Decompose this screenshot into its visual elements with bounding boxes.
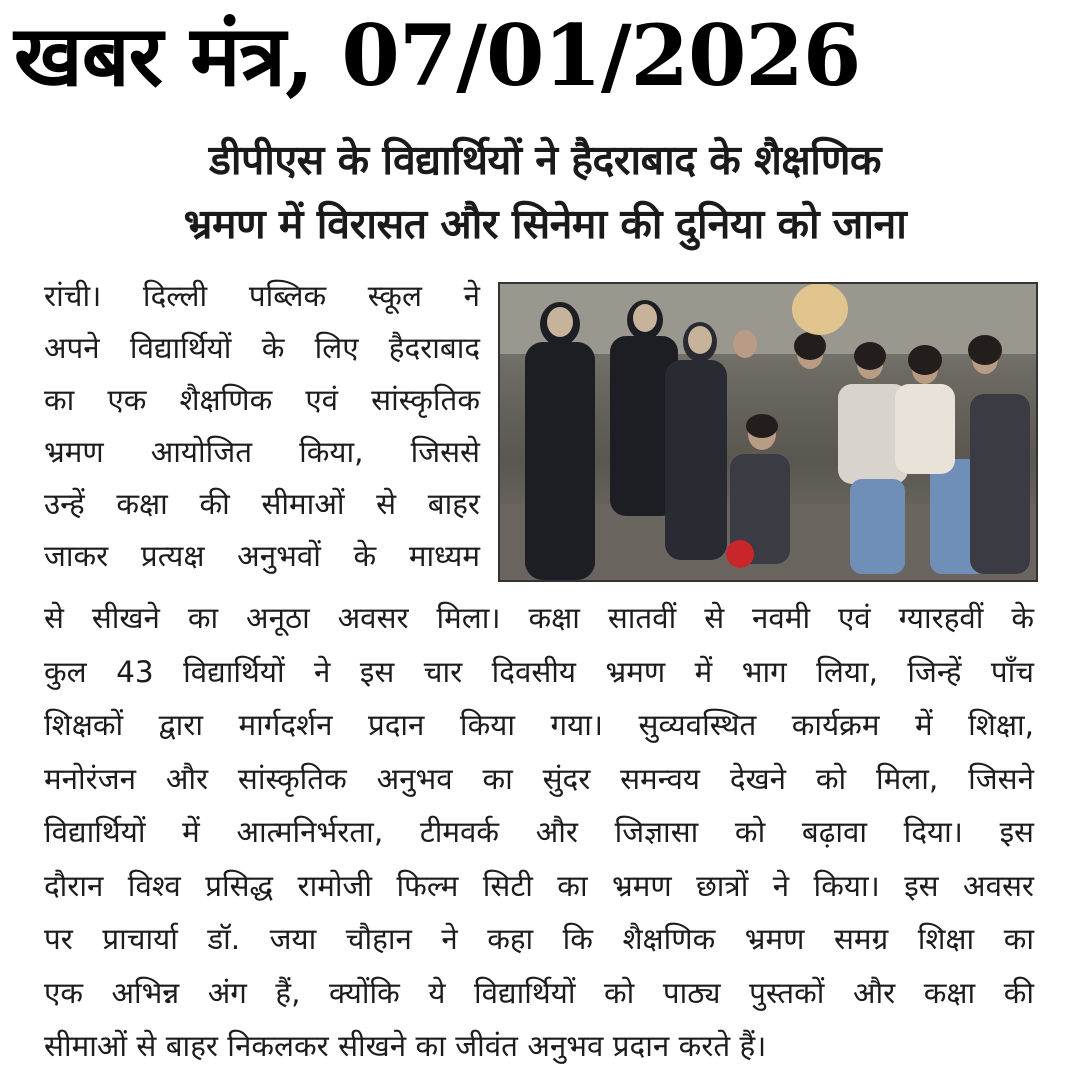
body-line: शिक्षकों द्वारा मार्गदर्शन प्रदान किया गया। सुव्यवस्थित कार्यक्रम में शिक्षा, [44, 708, 1034, 742]
intro-line: उन्हें कक्षा की सीमाओं से बाहर [44, 487, 480, 521]
body-line: मनोरंजन और सांस्कृतिक अनुभव का सुंदर समन्वय देखने को मिला, जिसने [44, 761, 1034, 796]
publication-date: 07/01/2026 [341, 6, 861, 105]
intro-line: भ्रमण आयोजित किया, जिससे [44, 435, 480, 469]
intro-line: का एक शैक्षणिक एवं सांस्कृतिक [44, 383, 480, 417]
newspaper-name: खबर मंत्र [14, 6, 285, 105]
body-line: से सीखने का अनूठा अवसर मिला। कक्षा सातवीं से नवमी एवं ग्यारहवीं के [44, 601, 1034, 635]
body-line: दौरान विश्व प्रसिद्ध रामोजी फिल्म सिटी का भ्रमण छात्रों ने किया। इस अवसर [44, 868, 1034, 903]
body-line: विद्यार्थियों में आत्मनिर्भरता, टीमवर्क और जिज्ञासा को बढ़ावा दिया। इस [44, 815, 1034, 849]
group-photo-illustration [500, 284, 1036, 580]
intro-line: रांची। दिल्ली पब्लिक स्कूल ने [44, 279, 480, 313]
group-photo [498, 282, 1038, 582]
intro-line: जाकर प्रत्यक्ष अनुभवों के माध्यम [44, 539, 480, 573]
article-headline [40, 128, 1050, 256]
masthead [14, 0, 1074, 112]
body-line: कुल 43 विद्यार्थियों ने इस चार दिवसीय भ्रमण में भाग लिया, जिन्हें पाँच [44, 654, 1034, 689]
article-body [44, 592, 1034, 1074]
intro-line: अपने विद्यार्थियों के लिए हैदराबाद [44, 331, 480, 365]
body-line: पर प्राचार्या डॉ. जया चौहान ने कहा कि शैक्षणिक भ्रमण समग्र शिक्षा का [44, 922, 1034, 956]
headline-line: भ्रमण में विरासत और सिनेमा की दुनिया को जाना [183, 200, 907, 248]
body-line: सीमाओं से बाहर निकलकर सीखने का जीवंत अनुभव प्रदान करते हैं। [44, 1029, 767, 1063]
body-line: एक अभिन्न अंग हैं, क्योंकि ये विद्यार्थियों को पाठ्य पुस्तकों और कक्षा की [44, 975, 1034, 1010]
headline-line: डीपीएस के विद्यार्थियों ने हैदराबाद के शैक्षणिक [208, 136, 882, 184]
intro-column [44, 270, 480, 582]
masthead-separator: , [284, 6, 314, 105]
